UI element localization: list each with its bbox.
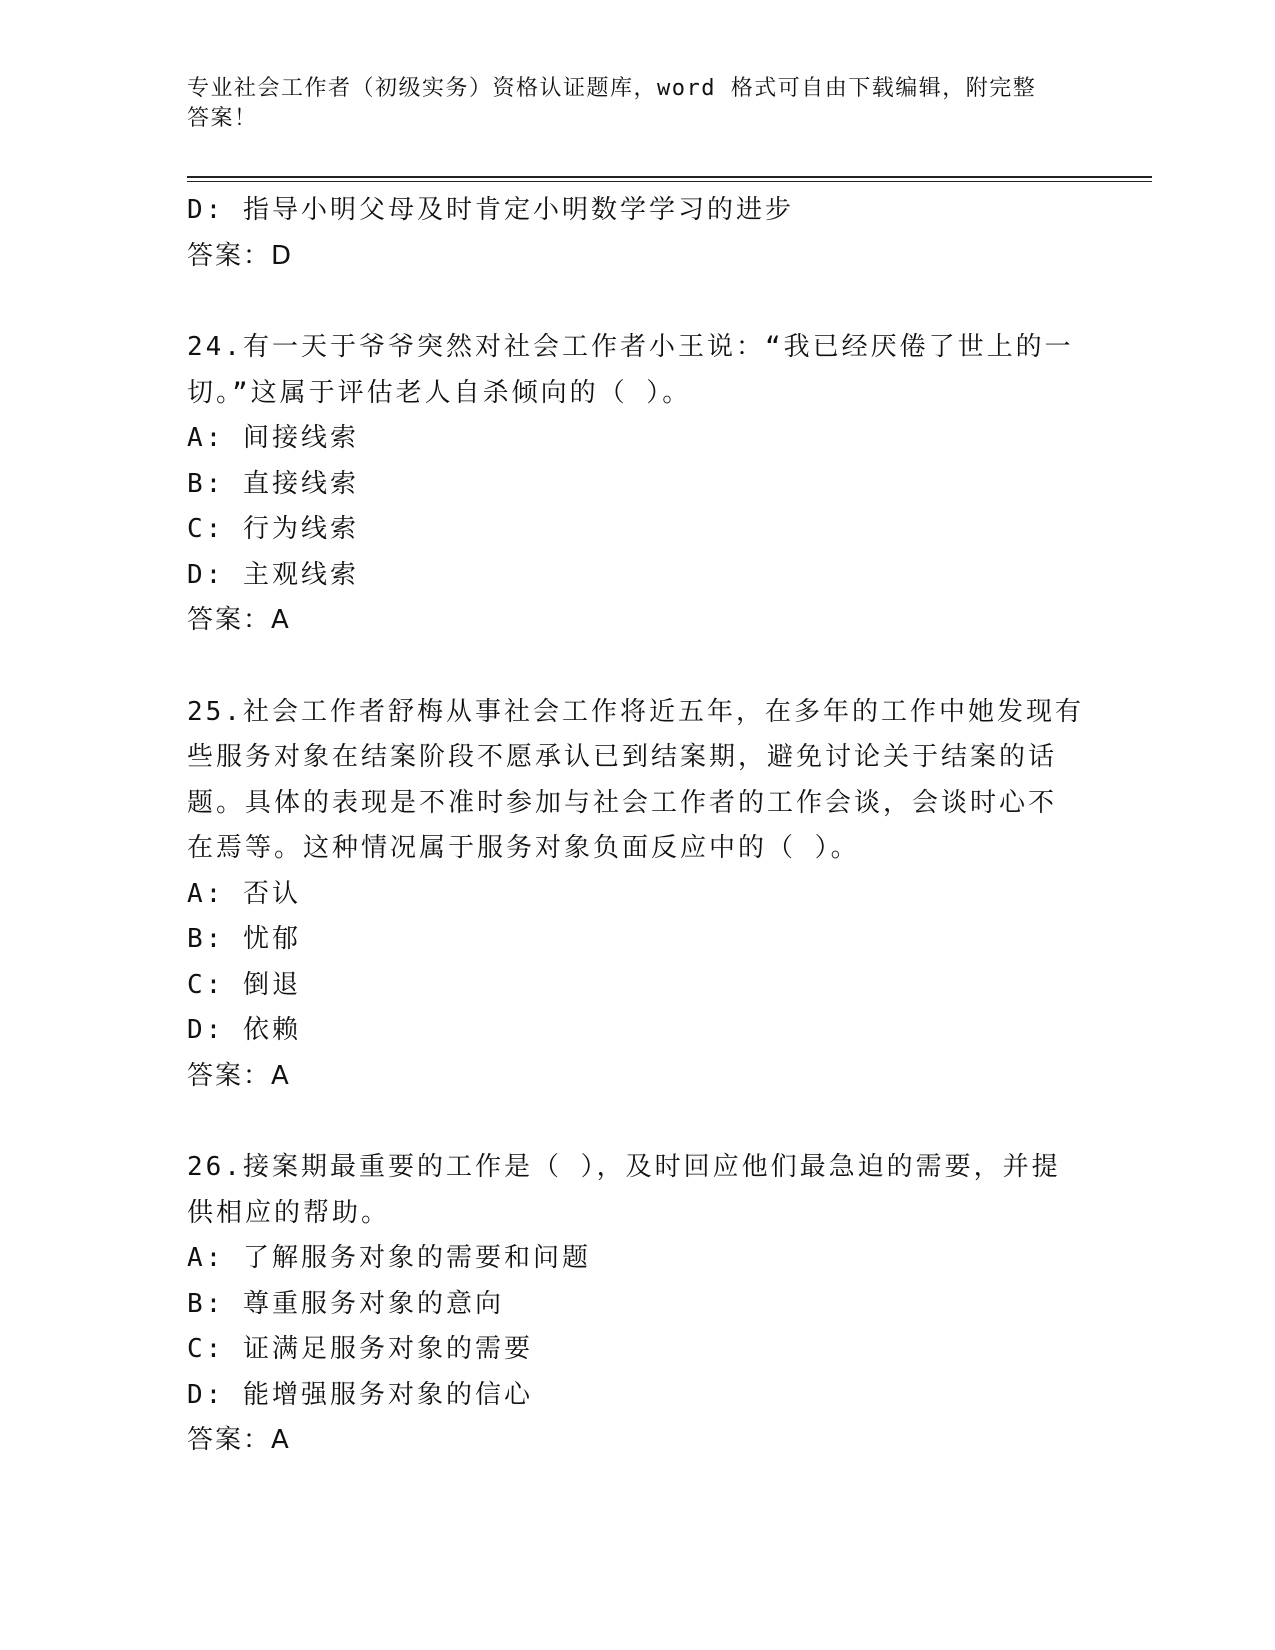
option-a: A: 间接线索 <box>187 423 359 453</box>
header-line-2: 答案！ <box>187 106 258 131</box>
question-24 <box>187 325 1087 644</box>
answer-line: 答案：A <box>187 605 291 635</box>
option-c: C: 倒退 <box>187 969 301 1000</box>
question-list <box>187 188 1087 1464</box>
option-b: B: 尊重服务对象的意向 <box>187 1288 504 1319</box>
question-line: 26.接案期最重要的工作是（ ），及时回应他们最急迫的需要，并提 <box>187 1152 1061 1182</box>
spacer <box>187 644 1087 690</box>
header-divider-thin <box>187 181 1152 182</box>
option-c: C: 证满足服务对象的需要 <box>187 1334 533 1364</box>
question-26 <box>187 1145 1087 1464</box>
question-23-tail <box>187 188 1087 279</box>
answer-line: 答案：A <box>187 1425 291 1455</box>
question-text <box>187 325 1087 416</box>
option-b: B: 忧郁 <box>187 924 301 954</box>
question-text <box>187 1145 1087 1236</box>
header-divider-thick <box>187 176 1152 178</box>
question-line: 25.社会工作者舒梅从事社会工作将近五年，在多年的工作中她发现有 <box>187 696 1084 727</box>
header-line-1: 专业社会工作者（初级实务）资格认证题库，word 格式可自由下载编辑，附完整 <box>187 76 1037 101</box>
answer-line: 答案：A <box>187 1060 291 1091</box>
option-d: D: 指导小明父母及时肯定小明数学学习的进步 <box>187 195 794 225</box>
spacer <box>187 279 1087 325</box>
spacer <box>187 1099 1087 1145</box>
question-line: 供相应的帮助。 <box>187 1197 391 1228</box>
option-a: A: 否认 <box>187 878 301 909</box>
option-d: D: 能增强服务对象的信心 <box>187 1379 533 1410</box>
question-25 <box>187 690 1087 1100</box>
option-d: D: 依赖 <box>187 1015 301 1045</box>
option-b: B: 直接线索 <box>187 468 359 499</box>
option-a: A: 了解服务对象的需要和问题 <box>187 1243 591 1273</box>
question-line: 些服务对象在结案阶段不愿承认已到结案期，避免讨论关于结案的话 <box>187 742 1058 772</box>
question-line: 在焉等。这种情况属于服务对象负面反应中的（ ）。 <box>187 833 860 863</box>
question-line: 24.有一天于爷爷突然对社会工作者小王说：“我已经厌倦了世上的一 <box>187 332 1074 362</box>
answer-line: 答案：D <box>187 240 294 271</box>
question-line: 切。”这属于评估老人自杀倾向的（ ）。 <box>187 377 692 408</box>
option-c: C: 行为线索 <box>187 514 359 544</box>
question-line: 题。具体的表现是不准时参加与社会工作者的工作会谈，会谈时心不 <box>187 787 1058 818</box>
question-text <box>187 690 1087 872</box>
option-d: D: 主观线索 <box>187 559 359 590</box>
page-header <box>187 74 1067 134</box>
